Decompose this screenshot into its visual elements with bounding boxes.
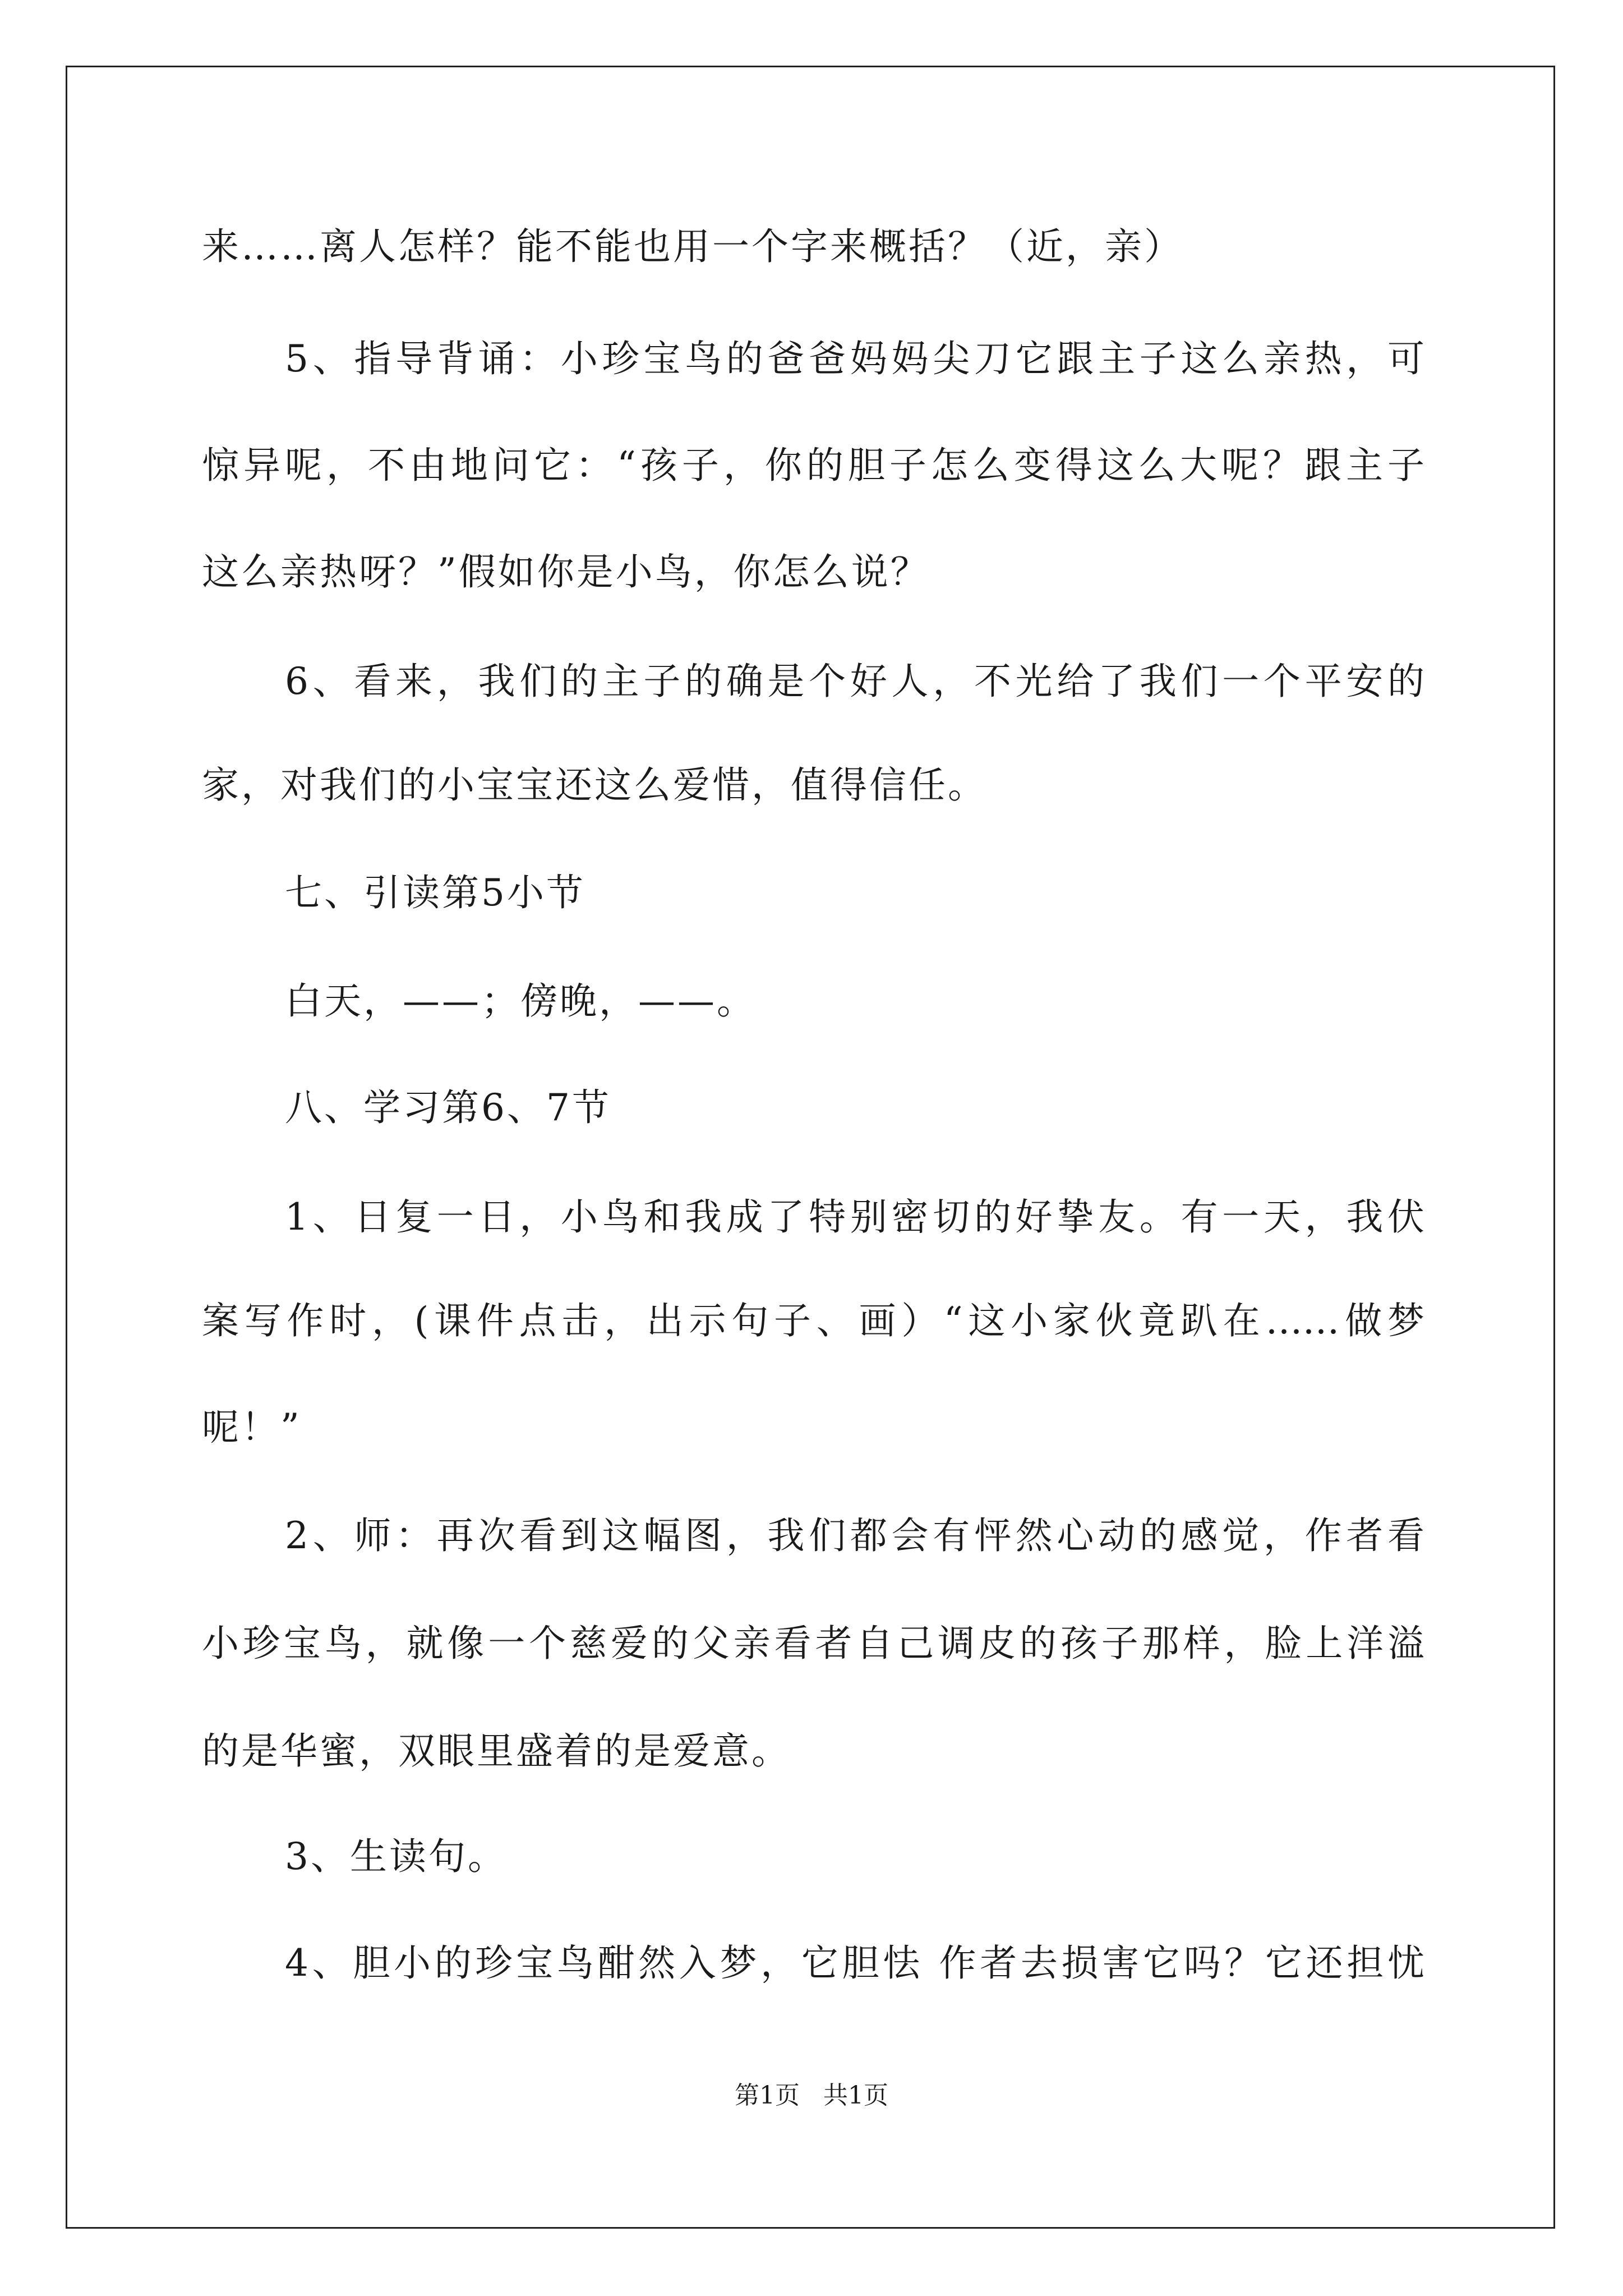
text-line: 3、生读句。: [285, 1835, 507, 1878]
text-line: 4、胆小的珍宝鸟酣然入梦，它胆怯 作者去损害它吗？它还担忧: [285, 1941, 1424, 1985]
text-line: 来……离人怎样？能不能也用一个字来概括？（近，亲）: [202, 225, 1183, 268]
text-line: 2、师：再次看到这幅图，我们都会有怦然心动的感觉，作者看: [285, 1514, 1424, 1557]
page-border: [66, 66, 1555, 2229]
text-line: 惊异呢，不由地问它：“孩子，你的胆子怎么变得这么大呢？跟主子: [202, 444, 1424, 487]
section-heading: 八、学习第6、7节: [285, 1086, 611, 1129]
text-line: 这么亲热呀？”假如你是小鸟，你怎么说？: [202, 550, 930, 593]
page-total: 共1页: [823, 2081, 888, 2110]
text-line: 白天，——；傍晚，——。: [285, 979, 756, 1023]
text-line: 的是华蜜，双眼里盛着的是爱意。: [202, 1729, 791, 1773]
text-line: 1、日复一日，小鸟和我成了特别密切的好挚友。有一天，我伏: [285, 1195, 1424, 1239]
page-number: 第1页: [735, 2081, 800, 2110]
text-line: 6、看来，我们的主子的确是个好人，不光给了我们一个平安的: [285, 660, 1424, 703]
page-footer: [0, 2080, 1623, 2111]
text-line: 呢！”: [202, 1406, 302, 1449]
text-line: 小珍宝鸟，就像一个慈爱的父亲看者自己调皮的孩子那样，脸上洋溢: [202, 1622, 1424, 1665]
text-line: 家，对我们的小宝宝还这么爱惜，值得信任。: [202, 763, 987, 807]
text-line: 案写作时，(课件点击，出示句子、画）“这小家伙竟趴在……做梦: [202, 1299, 1424, 1342]
text-line: 5、指导背诵：小珍宝鸟的爸爸妈妈尖刀它跟主子这么亲热，可: [285, 337, 1424, 380]
section-heading: 七、引读第5小节: [285, 871, 585, 914]
